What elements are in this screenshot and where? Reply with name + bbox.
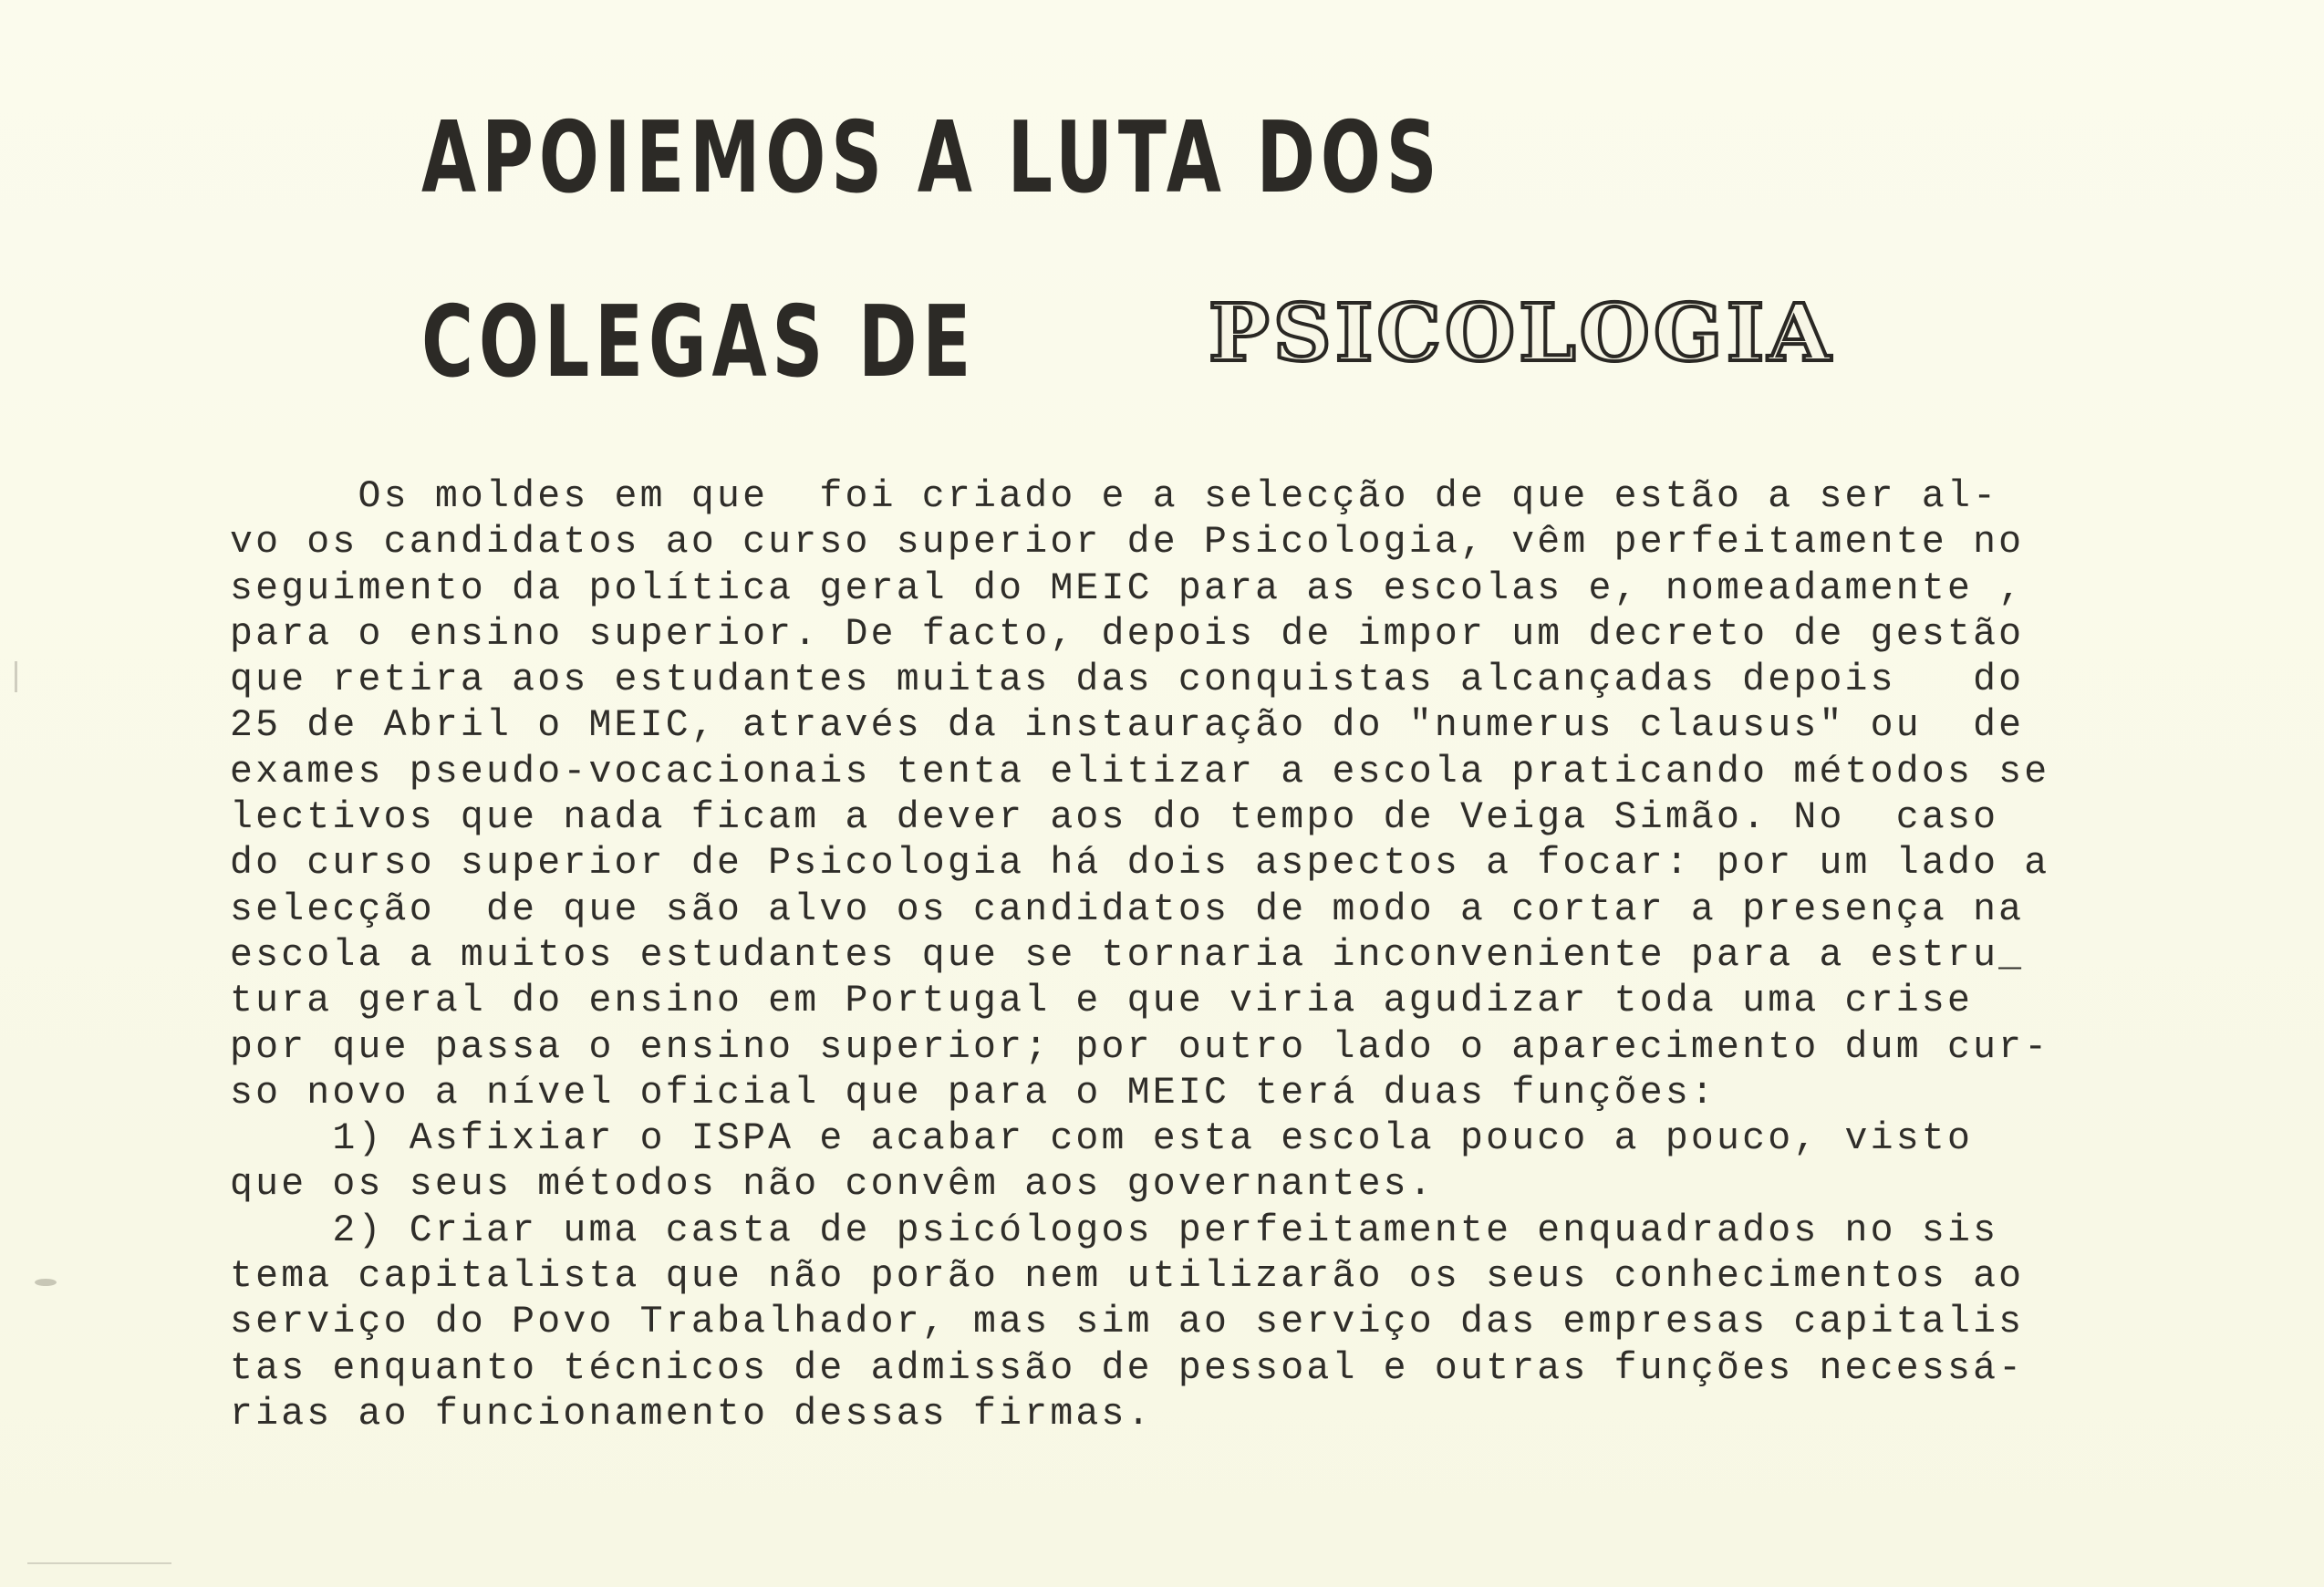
body-line: Os moldes em que foi criado e a selecção de que estão a ser al- xyxy=(230,475,1999,518)
body-line: por que passa o ensino superior; por outro lado o aparecimento dum cur- xyxy=(230,1025,2050,1069)
body-line: rias ao funcionamento dessas firmas. xyxy=(230,1392,1153,1436)
body-line: vo os candidatos ao curso superior de Psicologia, vêm perfeitamente no xyxy=(230,521,2025,565)
body-line: que retira aos estudantes muitas das conquistas alcançadas depois do xyxy=(230,659,2025,702)
body-line: serviço do Povo Trabalhador, mas sim ao serviço das empresas capitalis xyxy=(230,1301,2025,1344)
body-line: escola a muitos estudantes que se tornaria inconveniente para a estru_ xyxy=(230,933,2025,977)
body-line: selecção de que são alvo os candidatos de modo a cortar a presença na xyxy=(230,887,2025,931)
body-line: so novo a nível oficial que para o MEIC terá duas funções: xyxy=(230,1071,1717,1115)
body-text xyxy=(230,474,2236,1437)
ink-smudge xyxy=(35,1279,57,1286)
body-line: tas enquanto técnicos de admissão de pessoal e outras funções necessá- xyxy=(230,1346,2025,1390)
body-line: exames pseudo-vocacionais tenta elitizar a escola praticando métodos se xyxy=(230,750,2050,794)
headline-line-2: COLEGAS DE xyxy=(421,285,977,399)
body-line: do curso superior de Psicologia há dois aspectos a focar: por um lado a xyxy=(230,842,2050,886)
paper-edge-mark xyxy=(27,1562,171,1564)
headline-line-1: APOIEMOS A LUTA DOS xyxy=(421,101,1443,215)
body-line: tura geral do ensino em Portugal e que viria agudizar toda uma crise xyxy=(230,980,1974,1023)
body-line: 1) Asfixiar o ISPA e acabar com esta escola pouco a pouco, visto xyxy=(230,1117,1974,1161)
body-line: 25 de Abril o MEIC, através da instauração do "numerus clausus" ou de xyxy=(230,704,2025,748)
body-line: que os seus métodos não convêm aos governantes. xyxy=(230,1163,1435,1207)
body-line: 2) Criar uma casta de psicólogos perfeitamente enquadrados no sis xyxy=(230,1208,1999,1252)
body-line: lectivos que nada ficam a dever aos do tempo de Veiga Simão. No caso xyxy=(230,796,1999,840)
body-line: seguimento da política geral do MEIC para as escolas e, nomeadamente , xyxy=(230,566,2025,610)
body-line: tema capitalista que não porão nem utilizarão os seus conhecimentos ao xyxy=(230,1255,2025,1299)
body-line: para o ensino superior. De facto, depois de impor um decreto de gestão xyxy=(230,612,2025,656)
paper-mark xyxy=(15,661,17,692)
headline-outlined-word: PSICOLOGIA xyxy=(1209,287,1835,379)
